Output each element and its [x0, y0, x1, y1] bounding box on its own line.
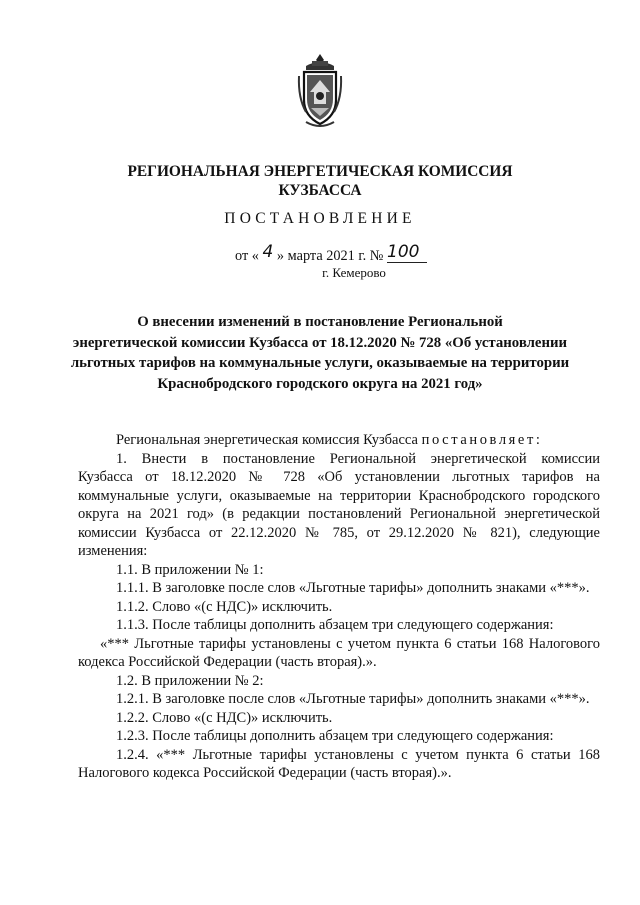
paragraph-1-2-4: 1.2.4. «*** Льготные тарифы установлены с учетом пункта 6 статьи 168 Налогового кодекса Российской Федерации (часть вторая).».	[78, 746, 600, 781]
paragraph-1-1-3-quote: «*** Льготные тарифы установлены с учетом пункта 6 статьи 168 Налогового кодекса Российской Федерации (часть вторая).».	[78, 635, 600, 670]
organization-name-line1: РЕГИОНАЛЬНАЯ ЭНЕРГЕТИЧЕСКАЯ КОМИССИЯ	[127, 163, 513, 180]
subject-line3: льготных тарифов на коммунальные услуги, оказываемые на территории	[70, 355, 570, 371]
organization-name-line2: КУЗБАССА	[278, 182, 362, 199]
subject-line2: энергетической комиссии Кузбасса от 18.12.2020 № 728 «Об установлении	[72, 334, 568, 351]
city-name: г. Кемерово	[322, 265, 386, 280]
paragraph-1-2: 1.2. В приложении № 2:	[116, 672, 264, 689]
intro-paragraph	[78, 431, 600, 450]
paragraph-1-first-line: 1. Внести в постановление Региональной энергетической комиссии	[116, 450, 600, 467]
city-line	[0, 265, 640, 281]
document-type-title: ПОСТАНОВЛЕНИЕ	[224, 210, 416, 227]
paragraph-1-2-1: 1.2.1. В заголовке после слов «Льготные тарифы» дополнить знаками «***».	[116, 691, 590, 707]
document-subject	[0, 312, 640, 394]
subject-line4: Краснобродского городского округа на 2021 год»	[157, 375, 483, 392]
date-day-handwritten: 4	[262, 242, 274, 262]
paragraph-1-rest: Кузбасса от 18.12.2020 № 728 «Об установлении льготных тарифов на коммунальные услуги, оказываемые на территории Краснобродского городского округа на 2021 год» (в редакции постановлений Региональной энергетической комиссии Кузбасса от 22.12.2020 № 785, от 29.12.2020 № 821), следующие изменения:	[78, 469, 600, 559]
paragraph-1-1-2: 1.1.2. Слово «(с НДС)» исключить.	[116, 598, 333, 615]
paragraph-1-1-1: 1.1.1. В заголовке после слов «Льготные тарифы» дополнить знаками «***».	[116, 580, 590, 596]
document-date-line	[235, 242, 427, 266]
date-prefix: от «	[235, 248, 259, 264]
coat-of-arms-emblem	[296, 52, 344, 130]
paragraph-1-1-3: 1.1.3. После таблицы дополнить абзацем три следующего содержания:	[116, 617, 554, 633]
intro-text: Региональная энергетическая комиссия Кузбасса	[116, 432, 418, 448]
paragraph-1-1: 1.1. В приложении № 1:	[116, 561, 264, 578]
paragraph-1-2-3: 1.2.3. После таблицы дополнить абзацем три следующего содержания:	[116, 728, 554, 744]
paragraph-1-2-2: 1.2.2. Слово «(с НДС)» исключить.	[116, 709, 333, 726]
subject-line1: О внесении изменений в постановление Региональной	[137, 314, 503, 330]
document-body	[78, 431, 600, 783]
intro-decree-word: постановляет:	[421, 432, 543, 448]
date-suffix: » марта 2021 г. №	[276, 248, 384, 264]
document-number-handwritten: 100	[387, 242, 427, 263]
